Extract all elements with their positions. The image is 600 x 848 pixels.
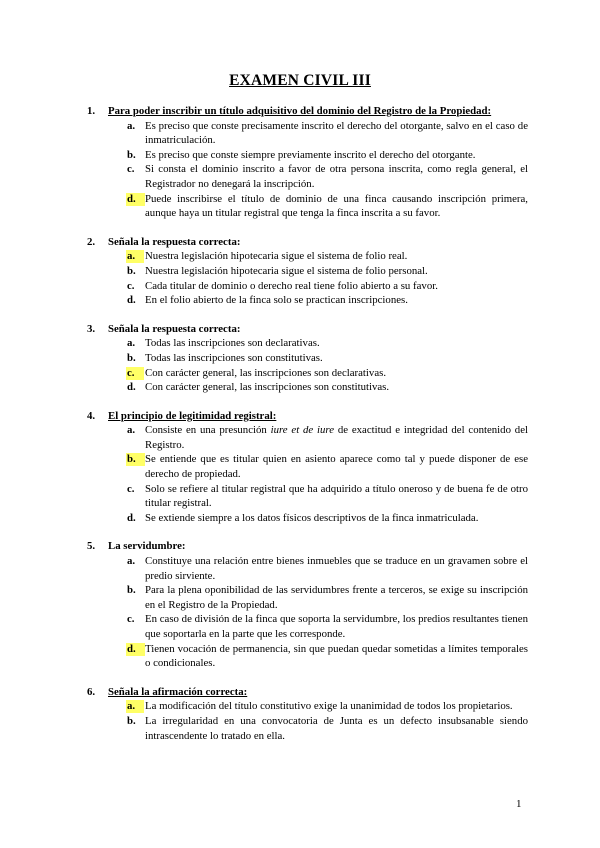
question-text: Señala la respuesta correcta:	[108, 322, 241, 335]
option-letter-highlighted: a.	[126, 250, 144, 263]
question-1	[0, 104, 600, 221]
question-number: 3.	[87, 322, 96, 335]
option-text: Tienen vocación de permanencia, sin que puedan quedar sometidas a límites temporales o condicionales.	[145, 642, 528, 670]
option-a	[0, 336, 528, 351]
option-text-before: Consiste en una presunción	[145, 424, 271, 437]
option-text: En caso de división de la finca que soporta la servidumbre, los predios resultantes tienen que soportarla en la parte que les corresponde.	[145, 613, 528, 640]
option-c	[0, 366, 528, 381]
option-a	[0, 423, 528, 452]
option-letter: b.	[127, 351, 136, 364]
option-letter: d.	[127, 294, 136, 307]
option-a	[0, 554, 528, 583]
question-6	[0, 685, 600, 743]
option-text: Todas las inscripciones son declarativas.	[145, 337, 320, 350]
question-heading	[0, 104, 600, 119]
option-text: Si consta el dominio inscrito a favor de otra persona inscrita, como regla general, el Registrador no denegará la inscripción.	[145, 163, 528, 190]
option-text: Es preciso que conste siempre previamente inscrito el derecho del otorgante.	[145, 148, 476, 161]
question-number: 2.	[87, 235, 96, 248]
option-text: Se entiende que es titular quien en asiento aparece como tal y puede disponer de ese derecho de propiedad.	[145, 453, 528, 481]
question-heading	[0, 685, 600, 700]
question-list	[0, 104, 600, 743]
option-letter: c.	[127, 279, 135, 292]
option-text: Se extiende siempre a los datos físicos descriptivos de la finca inmatriculada.	[145, 511, 479, 524]
option-text: Para la plena oponibilidad de las servidumbres frente a terceros, se exige su inscripción en el Registro de la Propiedad.	[145, 584, 528, 611]
option-letter: b.	[127, 148, 136, 161]
option-text: En el folio abierto de la finca solo se practican inscripciones.	[145, 294, 408, 307]
option-c	[0, 482, 528, 511]
option-d	[0, 511, 528, 526]
option-d	[0, 293, 528, 308]
option-letter: c.	[127, 482, 135, 495]
option-letter: c.	[127, 613, 135, 626]
option-b	[0, 583, 528, 612]
question-5	[0, 539, 600, 670]
option-b	[0, 452, 528, 481]
option-text: La irregularidad en una convocatoria de Junta es un defecto insubsanable siendo intrascendente lo tratado en ella.	[145, 714, 528, 742]
option-text: Nuestra legislación hipotecaria sigue el sistema de folio personal.	[145, 264, 428, 277]
option-d	[0, 642, 528, 671]
question-text: Para poder inscribir un título adquisitivo del dominio del Registro de la Propiedad:	[108, 105, 492, 117]
option-text-after: de exactitud e integridad del contenido del Registro.	[145, 424, 528, 451]
option-text: Solo se refiere al titular registral que ha adquirido a título oneroso y de buena fe de otro titular registral.	[145, 482, 528, 510]
question-4	[0, 409, 600, 526]
option-text: Es preciso que conste precisamente inscrito el derecho del otorgante, salvo en el caso de inmatriculación.	[145, 119, 528, 147]
question-text: La servidumbre:	[108, 540, 186, 553]
option-letter-highlighted: d.	[126, 643, 145, 656]
option-b	[0, 148, 528, 163]
option-letter: a.	[127, 555, 136, 568]
option-text: Todas las inscripciones son constitutivas.	[145, 351, 323, 364]
option-letter: d.	[127, 381, 136, 394]
option-text: Constituye una relación entre bienes inmuebles que se traduce en un gravamen sobre el predio sirviente.	[145, 555, 528, 582]
question-3	[0, 322, 600, 395]
option-letter-highlighted: b.	[126, 453, 145, 466]
option-b	[0, 714, 528, 743]
option-d	[0, 192, 528, 221]
option-letter-highlighted: a.	[126, 700, 144, 713]
question-2	[0, 235, 600, 308]
option-letter: b.	[127, 714, 136, 727]
option-letter: c.	[127, 163, 135, 176]
option-text: Puede inscribirse el título de dominio de una finca causando inscripción primera, aunque haya un titular registral que tenga la finca inscrita a su favor.	[145, 192, 528, 220]
option-b	[0, 264, 528, 279]
option-c	[0, 279, 528, 294]
option-letter: a.	[127, 337, 136, 350]
option-text: Nuestra legislación hipotecaria sigue el sistema de folio real.	[145, 250, 408, 263]
question-heading	[0, 235, 600, 250]
option-b	[0, 351, 528, 366]
option-text: Con carácter general, las inscripciones son declarativas.	[145, 366, 387, 379]
question-text: El principio de legitimidad registral:	[108, 409, 277, 422]
option-a	[0, 119, 528, 148]
question-number: 6.	[87, 685, 96, 698]
option-text: La modificación del título constitutivo exige la unanimidad de todos los propietarios.	[145, 700, 513, 713]
question-number: 1.	[87, 105, 96, 117]
option-letter-highlighted: c.	[126, 367, 144, 380]
option-text	[145, 424, 528, 451]
option-letter: b.	[127, 264, 136, 277]
question-number: 4.	[87, 409, 96, 422]
option-c	[0, 612, 528, 641]
option-letter: a.	[127, 424, 136, 437]
option-letter: b.	[127, 584, 136, 597]
question-text: Señala la afirmación correcta:	[108, 685, 248, 698]
option-text-italic: iure et de iure	[270, 424, 335, 437]
page-title: EXAMEN CIVIL III	[229, 72, 371, 89]
option-a	[0, 249, 528, 264]
page-number: 1	[516, 798, 522, 810]
question-number: 5.	[87, 540, 96, 553]
question-heading	[0, 539, 600, 554]
option-letter-highlighted: d.	[126, 193, 145, 206]
option-letter: a.	[127, 119, 136, 132]
option-d	[0, 380, 528, 395]
question-heading	[0, 322, 600, 337]
option-text: Con carácter general, las inscripciones son constitutivas.	[145, 381, 390, 394]
question-text: Señala la respuesta correcta:	[108, 235, 241, 248]
option-a	[0, 699, 528, 714]
option-text: Cada titular de dominio o derecho real tiene folio abierto a su favor.	[145, 279, 438, 292]
question-heading	[0, 409, 600, 424]
option-letter: d.	[127, 511, 136, 524]
option-c	[0, 162, 528, 191]
